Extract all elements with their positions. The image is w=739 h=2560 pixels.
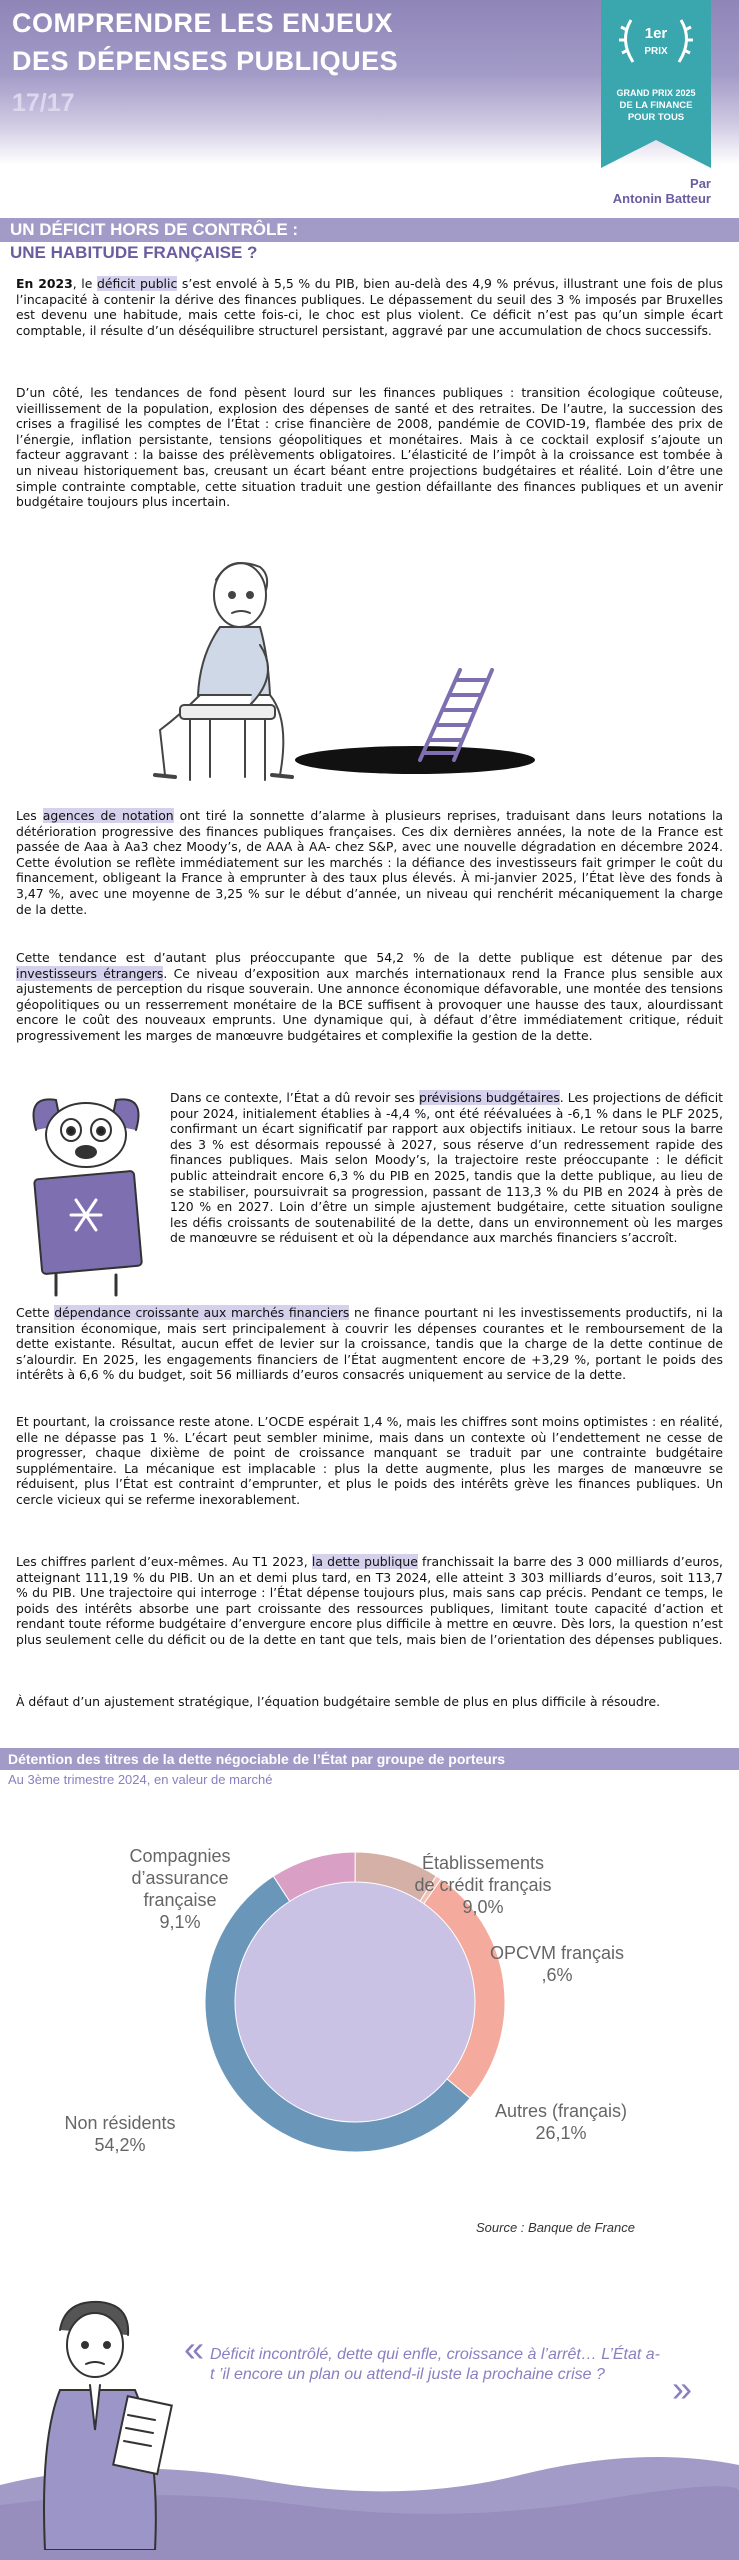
quote-open-mark: « — [184, 2328, 205, 2369]
label-credit-l1: Établissements — [421, 1853, 545, 1873]
p8-text-b: franchissait la barre des 3 000 milliards d’euros, atteignant 111,19 % du PIB. Un an et demi plus tard, en T3 2024, elle atteint 3 303 milliards d’euros, soit 113,7 % du PIB. Une trajectoire qui interroge : l’État dépense toujours plus, mais sans cap précis. Pendant ce temps, le poids des intérêts absorbe une part croissante des ressources publiques, limitant toute capacité d’action et rendant toute réforme budgétaire d’envergure encore plus difficile à mettre en œuvre. Dès lors, la question n’est plus seulement celle du déficit ou de la dette en tant que tels, mais bien de l’orientation des dépenses publiques. — [16, 1554, 723, 1647]
p4-highlight: investisseurs étrangers — [16, 965, 164, 981]
illustration-dog-with-card — [16, 1090, 156, 1300]
donut-center — [235, 1882, 475, 2122]
p4-text-b: . Ce niveau d’exposition aux marchés internationaux rend la France plus sensible aux ajustements de perception du risque souverain. Une annonce économique défavorable, une montée des tensions géopolitiques ou un resserrement monétaire de la BCE suffisent à provoquer une hausse des taux, alourdissant encore le coût des nouveaux emprunts. Une dynamique qui, à défaut d’être immédiatement critique, réduit progressivement les marges de manœuvre budgétaires et complexifie la gestion de la dette. — [16, 965, 723, 1043]
p1-bold: En 2023 — [16, 276, 73, 291]
byline-author: Antonin Batteur — [612, 191, 711, 206]
page-title-line1: COMPRENDRE LES ENJEUX — [12, 8, 394, 38]
p1-text-b: s’est envolé à 5,5 % du PIB, bien au-delà des 4,9 % prévus, illustrant une fois de plus l’incapacité à contenir la dérive des finances publiques. Le dépassement du seuil des 3 % imposés par Bruxelles est devenu une habitude, mais cette fois-ci, le choc est plus violent. Ce déficit n’est pas qu’un simple écart comptable, il résulte d’un déséquilibre structurel persistant, aggravé par une accumulation de chocs successifs. — [16, 276, 723, 338]
paragraph-1 — [16, 276, 723, 338]
page-title-line2: DES DÉPENSES PUBLIQUES — [12, 46, 399, 76]
label-opcvm-l1: OPCVM français — [489, 1943, 625, 1963]
p3-text-b: ont tiré la sonnette d’alarme à plusieurs reprises, traduisant dans leurs notations la détérioration progressive des finances publiques françaises. Ces dix dernières années, la note de la France est passée de Aaa à Aa3 chez Moody’s, de AAA à AA- chez S&P, avec une nouvelle dégradation en décembre 2024. Cette évolution se reflète immédiatement sur les marchés : la défiance des investisseurs fait grimper le coût du financement, obligeant la France à emprunter à des taux plus élevés. À mi-janvier 2025, l’État lève des fonds à 3,47 %, avec une moyenne de 3,25 % sur le début d’année, un niveau qui renchérit mécaniquement la charge de la dette. — [16, 808, 724, 917]
badge-line2: DE LA FINANCE — [619, 100, 693, 111]
paragraph-8 — [16, 1554, 723, 1648]
illustration-man-reading — [20, 2290, 190, 2550]
label-opcvm — [472, 1942, 642, 1986]
paragraph-5 — [170, 1090, 723, 1246]
p8-text-a: Les chiffres parlent d’eux-mêmes. Au T1 2023, — [16, 1554, 312, 1569]
p5-text-a: Dans ce contexte, l’État a dû revoir ses — [170, 1090, 419, 1105]
label-opcvm-value: ,6% — [541, 1965, 573, 1985]
section-title-line1: UN DÉFICIT HORS DE CONTRÔLE : — [10, 220, 299, 239]
badge-rank: 1er — [644, 25, 668, 42]
label-assurance-l2: d’assurance — [131, 1868, 229, 1888]
label-autres-l1: Autres (français) — [494, 2101, 628, 2121]
award-badge — [601, 0, 711, 168]
p8-highlight: la dette publique — [311, 1554, 418, 1569]
badge-prix: PRIX — [644, 46, 668, 57]
illustration-worried-man — [120, 545, 550, 790]
label-assurance-l1: Compagnies — [129, 1846, 231, 1866]
badge-line3: POUR TOUS — [627, 112, 685, 123]
p6-text-a: Cette — [16, 1305, 55, 1320]
quote-text: Déficit incontrôlé, dette qui enfle, croissance à l’arrêt… L’État a-t ’il encore un plan ou attend-il juste la prochaine crise ? — [210, 2346, 660, 2383]
section-title-line2: UNE HABITUDE FRANÇAISE ? — [10, 243, 258, 262]
label-non-residents-l1: Non résidents — [64, 2113, 176, 2133]
label-autres — [476, 2100, 646, 2144]
paragraph-9: À défaut d’un ajustement stratégique, l’équation budgétaire semble de plus en plus difficile à résoudre. — [16, 1694, 661, 1709]
badge-line1: GRAND PRIX 2025 — [616, 88, 696, 98]
label-autres-value: 26,1% — [535, 2123, 587, 2143]
label-assurance-value: 9,1% — [159, 1912, 201, 1932]
p1-highlight: déficit public — [96, 276, 178, 291]
label-credit — [398, 1852, 568, 1918]
paragraph-2: D’un côté, les tendances de fond pèsent lourd sur les finances publiques : transition écologique coûteuse, vieillissement de la population, explosion des dépenses de santé et des retraites. De l’autre, la succession des crises a fragilisé les comptes de l’État : crise financière de 2008, pandémie de COVID-19, flambée des prix de l’énergie, inflation persistante, tensions géopolitiques et monétaires. Mais à ce cocktail explosif s’ajoute un facteur aggravant : la baisse des prélèvements obligatoires. L’élasticité de l’impôt à la croissance est tombée à un niveau historiquement bas, creusant un écart béant entre projections budgétaires et réalité. Loin d’être une simple contrainte comptable, cette situation traduit une gestion défaillante des finances publiques et un avenir budgétaire toujours plus incertain. — [16, 385, 723, 510]
p4-text-a: Cette tendance est d’autant plus préoccupante que 54,2 % de la dette publique est détenue par des — [16, 950, 723, 965]
p6-text-b: ne finance pourtant ni les investissements productifs, ni la transition économique, mais sert principalement à couvrir les dépenses courantes et le remboursement de la dette existante. Résultat, aucun effet de levier sur la croissance, tandis que la charge de la dette continue de s’alourdir. En 2025, les engagements financiers de l’État augmentent encore de +3,29 %, portant le poids des intérêts à 6,6 % du budget, soit 56 milliards d’euros consacrés uniquement au service de la dette. — [16, 1305, 723, 1383]
p6-highlight: dépendance croissante aux marchés financiers — [54, 1305, 350, 1320]
byline-par: Par — [690, 176, 711, 191]
chart-subtitle: Au 3ème trimestre 2024, en valeur de marché — [8, 1772, 273, 1787]
p3-text-a: Les — [16, 808, 43, 823]
label-non-residents-value: 54,2% — [94, 2135, 146, 2155]
label-credit-value: 9,0% — [462, 1897, 504, 1917]
chart-source: Source : Banque de France — [476, 2220, 635, 2235]
paragraph-4 — [16, 950, 723, 1044]
p5-highlight: prévisions budgétaires — [418, 1090, 560, 1105]
paragraph-3 — [16, 808, 723, 917]
label-assurance-l3: française — [143, 1890, 217, 1910]
page-number: 17/17 — [12, 89, 75, 117]
label-assurance — [100, 1845, 260, 1933]
paragraph-6 — [16, 1305, 723, 1383]
p5-text-b: . Les projections de déficit pour 2024, initialement établies à -4,4 %, ont été réévaluées à -6,1 % dans le PLF 2025, confirmant un écart significatif par rapport aux objectifs initiaux. Le retour sous la barre des 3 % est désormais repoussé à 2027, sous réserve d’un redressement rapide des finances publiques. Mais selon Moody’s, la trajectoire reste préoccupante : le déficit public atteindrait encore 6,3 % du PIB en 2025, tandis que la dette publique, au lieu de se stabiliser, poursuivrait sa progression, passant de 113,3 % du PIB en 2024 à près de 120 % en 2027. Loin d’être un simple ajustement budgétaire, cette situation souligne les défis croissants de soutenabilité de la dette, dans un environnement où les marges de manœuvre se réduisent et où la dépendance aux marchés financiers s’accroît. — [170, 1090, 723, 1246]
quote-close-mark: » — [672, 2368, 693, 2409]
label-non-residents — [40, 2112, 200, 2156]
p3-highlight: agences de notation — [42, 808, 174, 823]
paragraph-7: Et pourtant, la croissance reste atone. L’OCDE espérait 1,4 %, mais les chiffres sont moins optimistes : en réalité, elle ne dépasse pas 1 %. L’écart peut sembler minime, mais dans un contexte où l’endettement ne cesse de progresser, chaque dixième de point de croissance manquant se traduit par une contrainte budgétaire supplémentaire. La mécanique est implacable : plus la dette augmente, plus les marges de manœuvre se réduisent, plus l’État est contraint d’emprunter, et plus le poids des intérêts grève les finances publiques. Un cercle vicieux qui se referme inexorablement. — [16, 1414, 723, 1507]
chart-title: Détention des titres de la dette négociable de l’État par groupe de porteurs — [8, 1751, 506, 1767]
label-credit-l2: de crédit français — [414, 1875, 552, 1895]
p1-text-a: , le — [72, 276, 97, 291]
